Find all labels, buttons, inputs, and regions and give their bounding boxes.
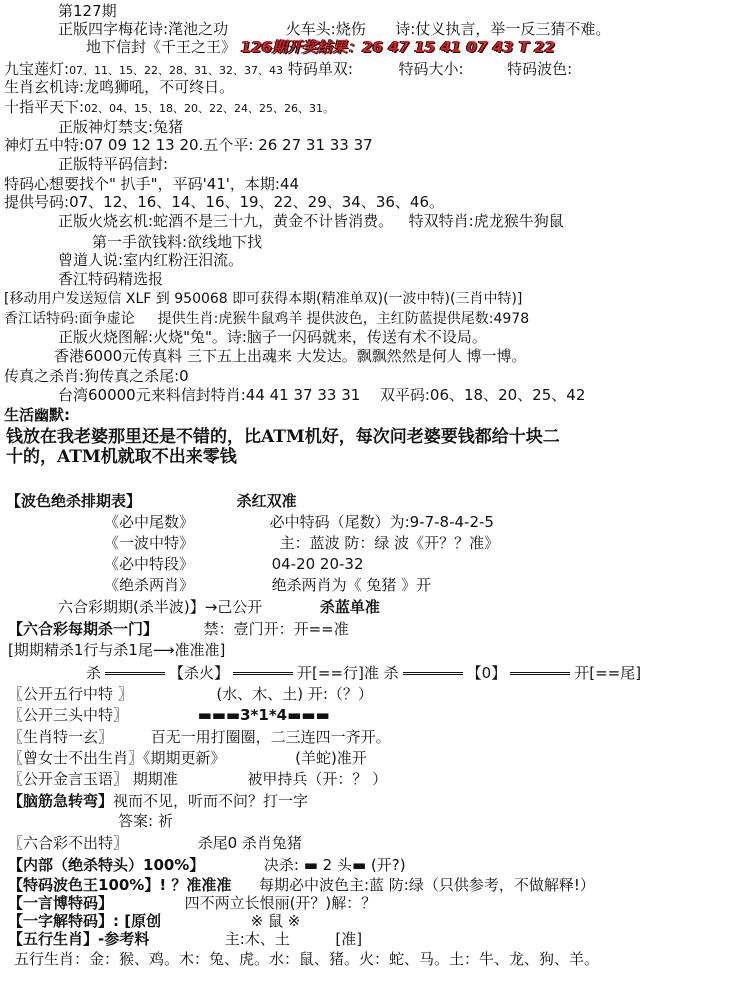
xjhua-num: 4978 [493,311,530,327]
zengnvshi-label2: 《期期更新》 [143,749,226,767]
jueshao-text: 绝杀两肖为《 兔猪 》开 [271,576,432,594]
neibu-line [8,856,406,874]
meihua-poem-line [58,20,610,38]
xjhua-label: 香江话特码: [4,311,79,327]
naojin-line [8,792,308,810]
wuxing-sx-line [8,930,362,948]
yixuan-label: 〖生肖特一玄〗 [8,728,114,746]
shizhi-line [4,98,334,118]
lotus-numbers: 07、11、15、22、28、31、32、37、43 [69,64,284,77]
teduan-text: 04-20 20-32 [271,555,364,573]
xjhua-tag: 提供生肖: [157,311,219,327]
shahuo-open-tail: 开[==尾] [574,664,642,682]
huoshao-line [58,212,564,230]
wuxing-gk-label: 〖公开五行中特 〗 [8,685,133,703]
jinzhi-label: 正版神灯禁支: [58,118,154,136]
jinyan-label2: 期期准 [132,770,178,788]
sanhe-label: 〖公开三头中特〗 [8,706,129,724]
xjhua-line [4,310,529,328]
ditai-label: 地下信封 [86,38,147,56]
chuanzhen-label: 传真之杀肖: [4,367,85,385]
shendeng-numbers: 07 09 12 13 20 [84,136,199,154]
yibo-line [104,534,499,552]
tw60000-title: 台湾60000元来料信封 [58,386,211,404]
shendeng-label: 神灯五中特: [4,136,85,154]
double-rule-1 [105,672,165,675]
huoshao-zodiacs: 虎龙猴牛狗鼠 [473,212,564,230]
lotus-tag-color: 特码波色: [507,60,573,78]
shayimen-label: 【六合彩每期杀一门】 [8,620,159,638]
jinyan-label: 〖公开金言玉语〗 [8,770,129,788]
chuanzhen-line [4,367,189,385]
jinyan-text: 被甲持兵（开：？ ） [247,770,388,788]
meihua-text: 滗池之功 [168,20,229,38]
xuanji-line [4,78,234,96]
neibu-label: 【内部（绝杀特头）100%】 [8,856,205,874]
poem-label: 诗: [395,20,416,38]
banbo-text: 杀蓝单准 [319,598,380,616]
fire-head-label: 火车头: [285,20,336,38]
tw60000-tag: 特肖: [210,386,246,404]
tigong-line [4,193,444,211]
naojin-label: 【脑筋急转弯】 [8,792,114,810]
jueshao-line [104,576,431,594]
lotus-label: 九宝莲灯: [4,60,70,78]
zengnvshi-line [8,749,367,767]
jingsha-line: [期期精杀1行与杀1尾⟶准准准] [8,641,226,659]
yiyan-label: 【一言博特码】 [8,894,114,912]
humor-line-1: 钱放在我老婆那里还是不错的，比ATM机好，每次问老婆要钱都给十块二 [6,427,560,447]
yixuan-line [8,728,391,746]
bizhong-weishu-text: 必中特码（尾数）为:9-7-8-4-2-5 [269,513,494,531]
zengdao-line [58,251,243,269]
shayimen-text: 禁：壹门开：开==准 [203,620,349,638]
jinzhi-text: 兔猪 [153,118,184,136]
tw60000-tag2: 双平码: [379,386,430,404]
sanhe-line [8,706,330,724]
shendeng-line [4,136,373,154]
lotus-line [4,60,572,80]
xuanji-label: 生肖玄机诗: [4,78,85,96]
meihua-label: 正版四字梅花诗: [58,20,169,38]
neibu-text: 决杀: ▬ 2 头▬ (开?) [263,856,406,874]
jinyan-line [8,770,387,788]
jinzhi-line [58,118,183,136]
sanhe-text: ▬▬▬3*1*4▬▬▬ [197,706,330,724]
xjhua-text: 面争虚论 [78,311,135,327]
humor-label: 生活幽默: [4,406,70,424]
yixuan-text: 百无一用打圈圈，二三连四一齐开。 [150,728,391,746]
draw-result: 126期开奖结果：26 47 15 41 07 43 T 22 [240,38,556,56]
huoshao-tag: 特双特肖: [408,212,474,230]
hk6000-title: 香港6000元传真料 [54,347,183,365]
yiyan-text: 四不两立长恨丽(开？)解：？ [184,894,377,912]
teduan-line [104,555,364,573]
wuxing-sx-text: 主:木、土 [224,930,290,948]
shahuo-open-line: 开[==行]准 [297,664,379,682]
hk6000-line [54,347,527,365]
xuanji-text: 龙鸣狮吼，不可终日。 [84,78,235,96]
lotus-tag-size: 特码大小: [398,60,464,78]
shayimen-line [8,620,349,638]
shahuo-line [86,664,641,682]
zengdao-label: 曾道人说: [58,251,124,269]
buchu-line [8,834,302,852]
tw60000-line [58,386,585,404]
double-rule-2 [233,672,293,675]
ditai-line [86,38,555,56]
naojin-answer: 祈 [157,812,173,830]
poem-text: 仗义执言，举一反三猜不难。 [415,20,611,38]
tigong-label: 提供号码: [4,193,70,211]
naojin-answer-line [118,812,173,830]
banbo-line [58,598,380,616]
yibo-text: 主：蓝波 防：绿 波《开？？准》 [279,534,500,552]
banbo-label: 六合彩期期(杀半波)】→己公开 [58,598,263,616]
shizhi-numbers: 02、04、15、18、20、22、24、25、26、31。 [84,102,335,115]
xiangjiang-line: 香江特码精选报 [58,270,164,288]
fire-head-text: 烧伤 [335,20,366,38]
bosewang-label: 【特码波色王100%】! ？准准准 [8,876,232,894]
buchu-text: 杀尾0 杀肖兔猪 [197,834,302,852]
tigong-numbers: 07、12、16、14、16、19、22、29、34、36、46。 [69,193,445,211]
wuxing-sx-label: 【五行生肖】-参考料 [8,930,150,948]
tw60000-numbers: 44 41 37 33 31 [245,386,361,404]
yizijie-line [8,912,300,930]
tujie-line [58,328,487,346]
xjhua-zodiacs: 虎猴牛鼠鸡羊 [218,311,303,327]
bizhong-weishu-label: 《必中尾数》 [104,513,195,531]
shendeng-pings: 26 27 31 33 37 [258,136,373,154]
lotus-tag-oddeven: 特码单双: [287,60,353,78]
zengdao-text: 室内红粉汪汨流。 [123,251,244,269]
shahuo-zero: 【0】 [466,664,507,682]
zengnvshi-label: 〖曾女士不出生肖〗 [8,749,144,767]
diyishou-label: 第一手欲钱料: [92,233,188,251]
shizhi-label: 十指平天下: [4,98,85,116]
tujie-text: 火烧"兔"。诗:脑子一闪码就来，传送有术不设局。 [153,328,487,346]
chuanzhen-num: 0 [179,367,189,385]
tepingma-line: 正版特平码信封: [58,155,169,173]
ditai-title: 《千王之王》 [146,38,237,56]
wuxing-gk-text: (水、木、土) 开:（？） [216,685,373,703]
bose-line [6,492,297,510]
bizhong-weishu-line [104,513,494,531]
shahuo-fire: 【杀火】 [169,664,230,682]
shendeng-tag: .五个平: [198,136,254,154]
bose-label: 【波色绝杀排期表】 [6,492,142,510]
tw60000-pings: 06、18、20、25、42 [429,386,586,404]
yibo-label: 《一波中特》 [104,534,195,552]
xjhua-tail: 提供波色，主红防蓝提供尾数: [306,311,494,327]
tujie-label: 正版火烧图解: [58,328,154,346]
yizijie-text: ※ 鼠 ※ [250,912,301,930]
xinxiang-num: 44 [279,175,300,193]
bose-text: 杀红双准 [236,492,297,510]
yiyan-line [8,894,376,912]
naojin-answer-label: 答案: [118,812,154,830]
jueshao-label: 《绝杀两肖》 [104,576,195,594]
hk6000-text: 三下五上出魂来 大发达。飘飘然然是何人 博一博。 [186,347,527,365]
buchu-label: 〖六合彩不出特〗 [8,834,129,852]
diyishou-line [92,233,262,251]
sms-line: [移动用户发送短信 XLF 到 950068 即可获得本期(精准单双)(一波中特)(三肖中特)] [4,291,523,307]
issue-number: 第127期 [58,2,117,20]
huoshao-text: 蛇酒不是三十九，黄金不计皆消费。 [153,212,394,230]
huoshao-label: 正版火烧玄机: [58,212,154,230]
wuxing-gk-line [8,685,373,703]
zengnvshi-text: (羊蛇)准开 [295,749,367,767]
diyishou-text: 欲线地下找 [187,233,263,251]
wuxing-sx-tag: [准] [335,930,363,948]
wuxing-list-line: 五行生肖：金：猴、鸡。木：兔、虎。水：鼠、猪。火：蛇、马。土：牛、龙、狗、羊。 [14,950,600,968]
xinxiang-line [4,175,299,193]
bosewang-text: 每期必中波色主:蓝 防:绿（只供参考，不做解释!） [258,876,595,894]
yizijie-label: 【一字解特码】: [原创 [8,912,162,930]
double-rule-4 [510,672,570,675]
naojin-text: 视而不见，听而不问？打一字 [113,792,309,810]
double-rule-3 [403,672,463,675]
chuanzhen-text: 狗传真之杀尾: [84,367,180,385]
shahuo-kill-2: 杀 [383,664,399,682]
teduan-label: 《必中特段》 [104,555,195,573]
bosewang-line [8,876,595,894]
shahuo-kill-1: 杀 [86,664,102,682]
xinxiang-text: 特码心想要找个" 扒手"，平码'41'，本期: [4,175,280,193]
humor-line-2: 十的，ATM机就取不出来零钱 [6,447,237,467]
